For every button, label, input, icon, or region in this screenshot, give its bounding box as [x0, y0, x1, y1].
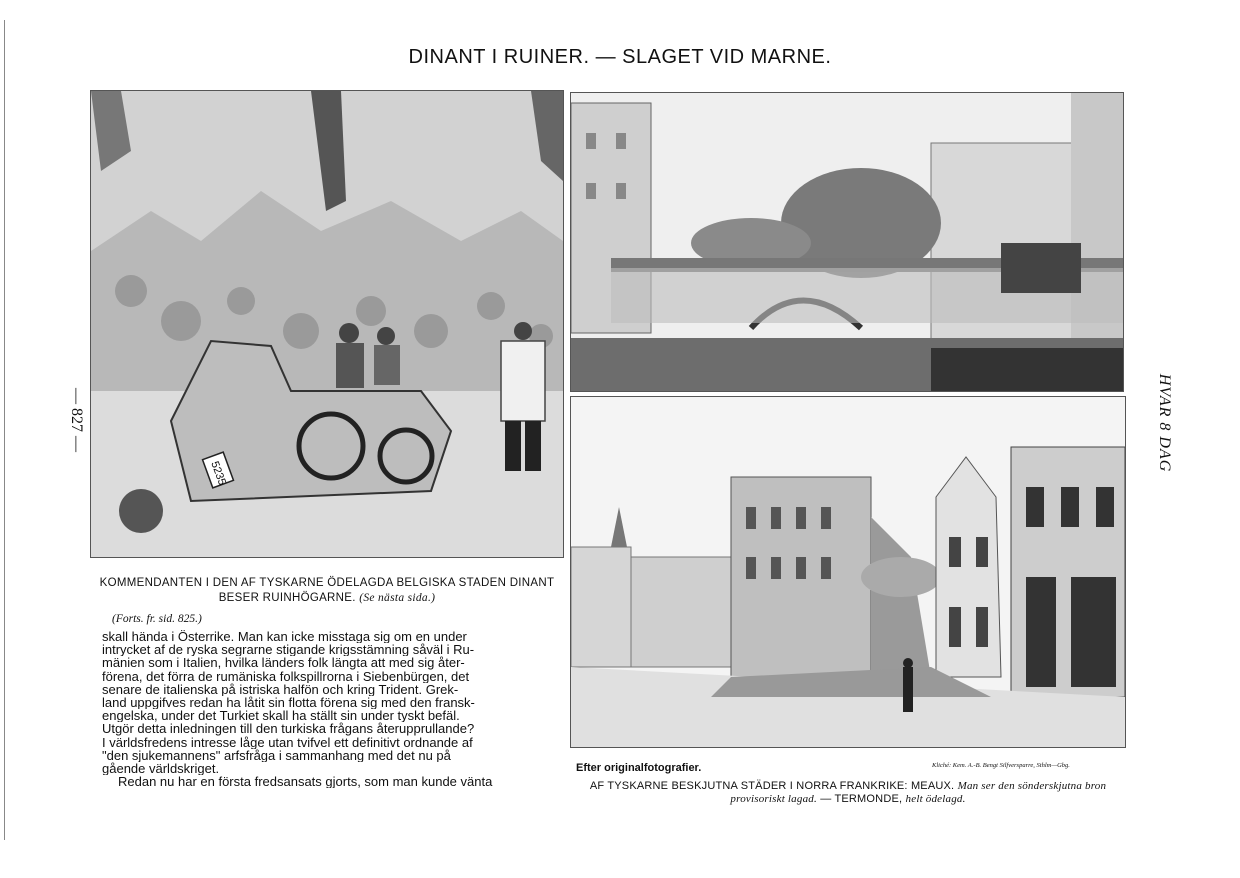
- article-line: mänien som i Italien, hvilka länders folk längta att med sig åter-: [102, 656, 465, 670]
- article-body: [102, 630, 548, 788]
- running-title: HVAR 8 DAG: [1156, 373, 1173, 473]
- article-line: gående världskriget.: [102, 762, 220, 776]
- meaux-note: Man ser den sönderskjutna bron provisoriskt lagad.: [730, 780, 1107, 805]
- caption-separator: —: [816, 793, 835, 805]
- continued-from-note: (Forts. fr. sid. 825.): [112, 613, 202, 625]
- page-number: — 827 —: [68, 388, 85, 452]
- termonde-label: TERMONDE,: [834, 793, 903, 805]
- article-line: Redan nu har en första fredsansats gjorts, som man kunde vänta: [118, 775, 493, 789]
- engraving-credit: Kliché: Kem. A.-B. Bengt Silfversparre, Sthlm—Gbg.: [932, 762, 1070, 769]
- dinant-caption-text: KOMMENDANTEN I DEN AF TYSKARNE ÖDELAGDA BELGISKA STADEN DINANT BESER RUINHÖGARNE.: [99, 577, 555, 604]
- article-line: senare de italienska på istriska halfön och kring Trident. Grek-: [102, 682, 459, 697]
- car-plate: 5235: [208, 459, 228, 487]
- dinant-caption: [92, 576, 562, 606]
- termonde-note: helt ödelagd.: [905, 793, 966, 805]
- meaux-bridge-photo: [570, 92, 1124, 392]
- article-line: Utgör detta inledningen till den turkiska frågans återupprullande?: [102, 722, 475, 736]
- scan-edge: [4, 20, 5, 840]
- dinant-caption-note: (Se nästa sida.): [359, 592, 436, 604]
- dinant-ruins-photo: [90, 90, 564, 558]
- article-line: I världsfredens intresse låge utan tvifvel ett definitivt ordnande af: [102, 735, 473, 749]
- article-line: "den sjukemannens" arfsfråga i sammanhang med det nu på: [102, 748, 451, 763]
- termonde-street-photo: [570, 396, 1126, 748]
- photo-origin-note: Efter originalfotografier.: [576, 762, 702, 774]
- france-caption: [572, 780, 1124, 806]
- article-line: engelska, under det Turkiet skall ha ställt sin under tyskt befäl.: [102, 709, 460, 723]
- page-title: DINANT I RUINER. — SLAGET VID MARNE.: [408, 46, 832, 68]
- article-line: förena, det förra de rumäniska folkspillrorna i Siebenbürgen, det: [102, 669, 470, 683]
- france-caption-text: AF TYSKARNE BESKJUTNA STÄDER I NORRA FRANKRIKE: MEAUX.: [589, 780, 955, 792]
- article-line: intrycket af de ryska segrarne stigande krigsstämning såväl i Ru-: [102, 643, 475, 657]
- article-line: land uppgifves redan ha låtit sin flotta förena sig med den fransk-: [102, 696, 475, 710]
- article-line: skall hända i Österrike. Man kan icke misstaga sig om en under: [102, 630, 467, 644]
